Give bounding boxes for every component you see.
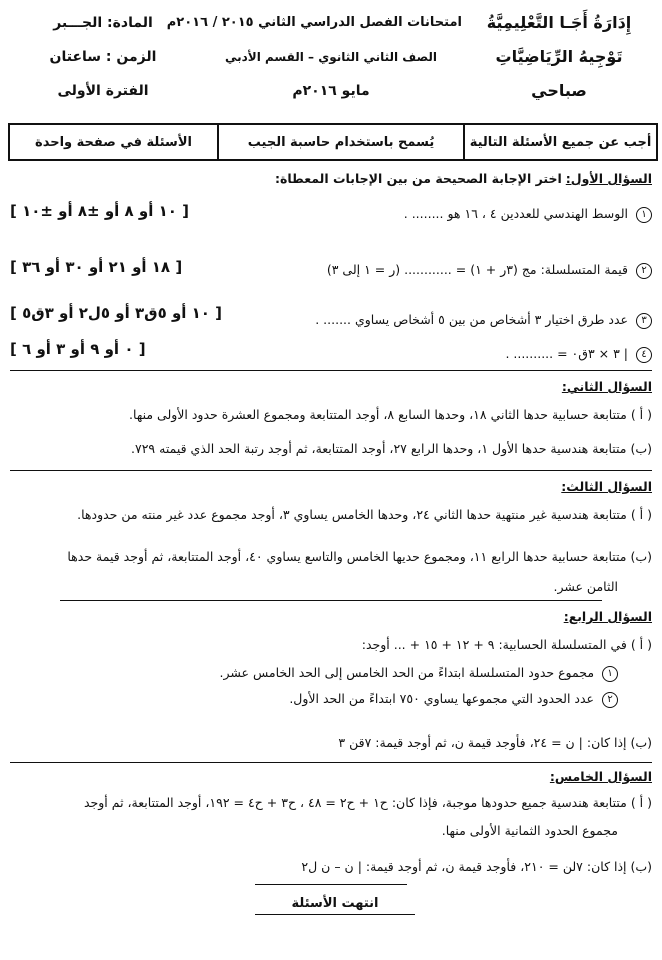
q1-heading	[10, 170, 652, 188]
admin-name: إِدَارَةُ أَجَـا التَّعْلِيمِيَّةُ	[486, 13, 632, 32]
divider	[10, 470, 652, 471]
item-text: | ٣ × ٣ق٠ = .......... .	[505, 346, 629, 361]
q3-part-b-line1: (ب) متتابعة حسابية حدها الرابع ١١، ومجموع حديها الخامس والتاسع يساوي ٤٠، أوجد المتتابعة، ثم أوجد قيمة حدها	[67, 549, 652, 564]
single-page-note: الأسئلة في صفحة واحدة	[35, 134, 192, 150]
q1-choices-2: [ ١٨ أو ٢١ أو ٣٠ أو ٣٦ ]	[10, 258, 183, 276]
item-number: ٢	[602, 692, 618, 708]
divider	[255, 884, 407, 885]
q2-title-text: السؤال الثاني:	[561, 379, 652, 394]
q1-intro: اختر الإجابة الصحيحة من بين الإجابات المعطاة:	[274, 171, 562, 186]
q4-part-a-2	[10, 690, 618, 708]
q2-part-b: (ب) متتابعة هندسية حدها الأول ١، وحدها الرابع ٢٧، أوجد المتتابعة، ثم أوجد رتبة الحد الذي قيمته ٧٢٩.	[131, 441, 652, 456]
q5-part-b: (ب) إذا كان: ٧لن = ٢١٠، فأوجد قيمة ن، ثم أوجد قيمة: | ن – ن ل٢	[301, 859, 652, 874]
q1-choices-1: [ ١٠ أو ٨ أو ±٨ أو ±١٠ ]	[10, 202, 189, 220]
q4-part-b: (ب) إذا كان: | ن = ٢٤، فأوجد قيمة ن، ثم أوجد قيمة: ٧قن ٣	[338, 735, 652, 750]
divider	[10, 370, 652, 371]
item-text: قيمة المتسلسلة: مج (٣ر + ١) = ............ (ر = ١ إلى ٣)	[326, 262, 629, 277]
session-label: صباحي	[531, 81, 587, 100]
q1-choices-3: [ ١٠ أو ٥ق٣ أو ٥ل٢ أو ٣ق٥ ]	[10, 304, 223, 322]
exam-date: مايو ٢٠١٦م	[292, 83, 370, 99]
q5-part-a-line2: مجموع الحدود الثمانية الأولى منها.	[441, 823, 618, 838]
q4-a2-text: عدد الحدود التي مجموعها يساوي ٧٥٠ ابتداءً من الحد الأول.	[289, 691, 595, 706]
period-label: الفترة الأولى	[57, 83, 149, 99]
q4-a1-text: مجموع حدود المتسلسلة ابتداءً من الحد الخامس إلى الحد الخامس عشر.	[219, 665, 595, 680]
item-number: ٢	[636, 263, 652, 279]
q1-item-4	[505, 346, 652, 363]
subject-label: المادة: الجـــبر	[53, 15, 153, 31]
end-of-questions: انتهت الأسئلة	[255, 896, 415, 915]
q5-title-text: السؤال الخامس:	[549, 769, 652, 784]
q3-part-a: ( أ ) متتابعة هندسية غير منتهية حدها الثاني ٢٤، وحدها الخامس يساوي ٣، أوجد مجموع عدد غير منته من حدودها.	[77, 507, 652, 522]
q2-part-a: ( أ ) متتابعة حسابية حدها الثاني ١٨، وحدها السابع ٨، أوجد المتتابعة ومجموع العشرة حدود الأولى منها.	[129, 407, 652, 422]
department-name: تَوْجِيهُ الرِّيَاضِيَّاتِ	[495, 47, 623, 66]
header-exam-block	[166, 6, 462, 108]
exam-title: امتحانات الفصل الدراسي الثاني ٢٠١٥ / ٢٠١٦م	[166, 15, 462, 30]
item-number: ١	[602, 666, 618, 682]
answer-all-note: أجب عن جميع الأسئلة التالية	[463, 125, 656, 159]
divider	[60, 600, 602, 601]
item-number: ١	[636, 207, 652, 223]
header-subject-block	[8, 6, 198, 108]
item-number: ٤	[636, 347, 652, 363]
item-text: الوسط الهندسي للعددين ٤ ، ١٦ هو ........ .	[403, 206, 629, 221]
q2-title	[10, 378, 652, 396]
item-number: ٣	[636, 313, 652, 329]
divider	[10, 762, 652, 763]
q3-title	[10, 478, 652, 496]
instructions-bar	[8, 123, 658, 161]
q4-title-text: السؤال الرابع:	[563, 609, 652, 624]
q4-part-a-1	[10, 664, 618, 682]
q4-title	[10, 608, 652, 626]
q5-part-a-line1: ( أ ) متتابعة هندسية جميع حدودها موجبة، فإذا كان: ح١ + ح٢ = ٤٨ ، ح٣ + ح٤ = ١٩٢، أوجد المتتابعة، ثم أوجد	[83, 795, 652, 810]
item-text: عدد طرق اختيار ٣ أشخاص من بين ٥ أشخاص يساوي ....... .	[315, 312, 629, 327]
q1-item-1	[404, 206, 652, 223]
calculator-note: يُسمح باستخدام حاسبة الجيب	[217, 125, 463, 159]
q5-title	[10, 768, 652, 786]
q3-part-b-line2: الثامن عشر.	[553, 579, 618, 594]
q4-part-a: ( أ ) في المتسلسلة الحسابية: ٩ + ١٢ + ١٥ + ... أوجد:	[361, 637, 652, 652]
q1-title: السؤال الأول:	[565, 171, 652, 186]
header-admin-block	[464, 6, 654, 108]
q1-item-2	[327, 262, 652, 279]
q1-item-3	[315, 312, 652, 329]
grade-label: الصف الثاني الثانوي – القسم الأدبي	[224, 50, 438, 64]
q3-title-text: السؤال الثالث:	[561, 479, 652, 494]
time-label: الزمن : ساعتان	[49, 49, 157, 65]
q1-choices-4: [ ٠ أو ٩ أو ٣ أو ٦ ]	[10, 340, 146, 358]
exam-header	[0, 0, 662, 122]
